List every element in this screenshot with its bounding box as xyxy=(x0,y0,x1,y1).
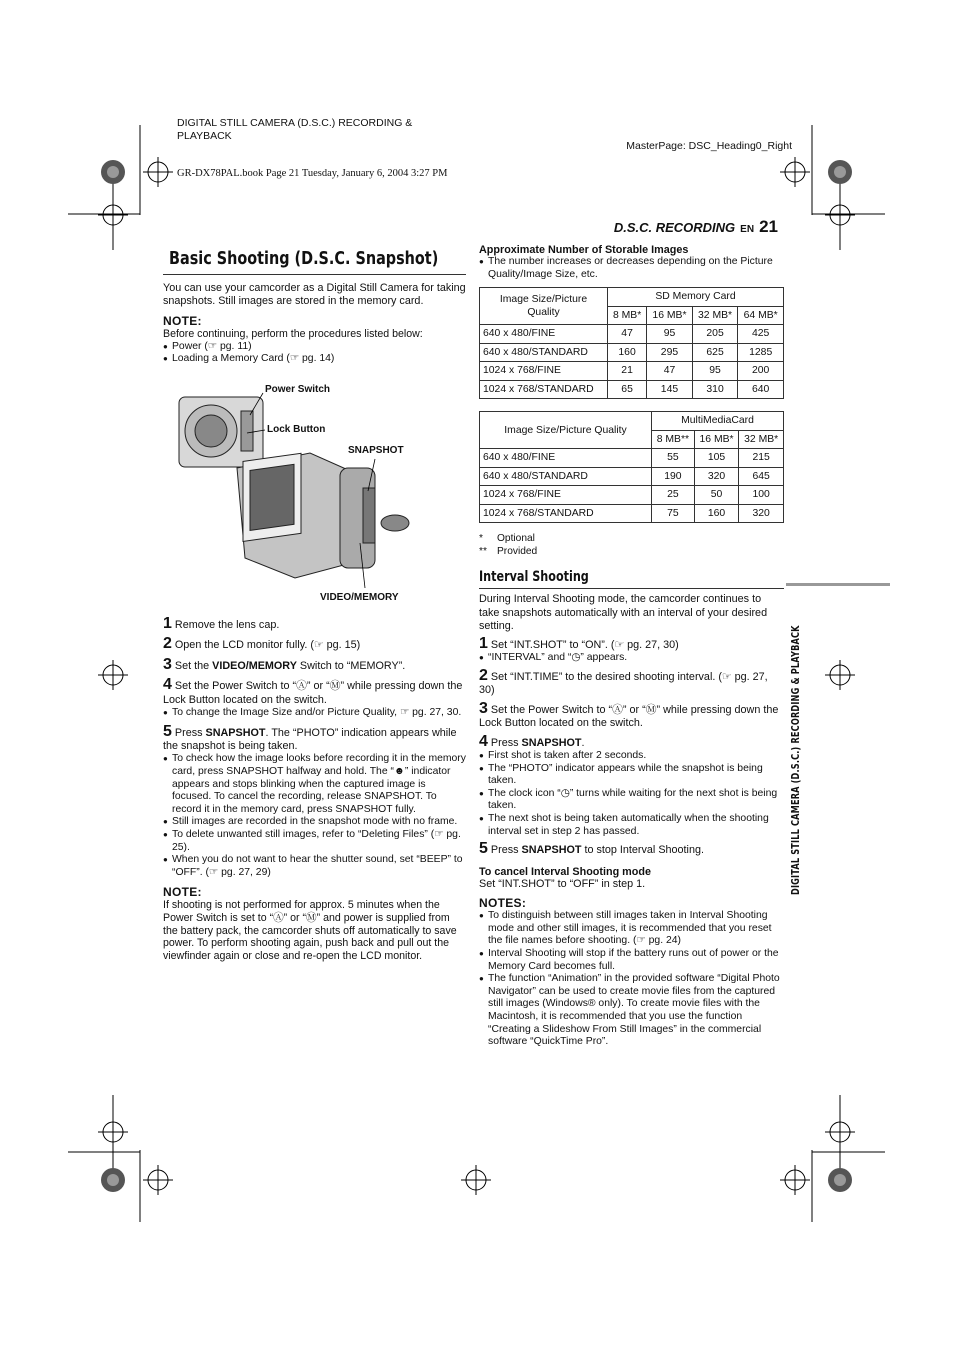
approx-bullet: ● The number increases or decreases depending on the Picture Quality/Image Size, etc. xyxy=(479,256,784,281)
crosshair xyxy=(98,200,128,230)
step-bullet: ● The clock icon “◷” turns while waiting for the next shot is being taken. xyxy=(479,788,784,813)
table-row xyxy=(480,449,784,468)
table-row xyxy=(480,504,784,523)
table-cell: 1024 x 768/FINE xyxy=(480,486,652,505)
crosshair xyxy=(825,1117,855,1147)
crosshair xyxy=(780,1165,810,1195)
left-column xyxy=(163,245,466,366)
crosshair xyxy=(825,200,855,230)
left-steps xyxy=(163,617,466,962)
table-cell: 640 x 480/FINE xyxy=(480,325,608,344)
step-text: Set the Power Switch to “Ⓐ” or “Ⓜ” while pressing down the Lock Button located on the switch. xyxy=(163,680,463,706)
footnotes xyxy=(479,533,784,558)
table-cell: 320 xyxy=(739,504,784,523)
footnote-text: Provided xyxy=(497,545,538,557)
table-col-header: 8 MB* xyxy=(608,306,647,325)
step-text: . xyxy=(581,736,585,749)
table-cell: 160 xyxy=(608,343,647,362)
lang-code: EN xyxy=(740,224,755,235)
step-bullet: ● First shot is taken after 2 seconds. xyxy=(479,750,784,763)
step-4: 4 Set the Power Switch to “Ⓐ” or “Ⓜ” while pressing down the Lock Button located on the switch. xyxy=(163,676,463,706)
crosshair xyxy=(825,660,855,690)
step-bullet: ● To delete unwanted still images, refer to “Deleting Files” (☞ pg. 25). xyxy=(163,829,466,854)
step-bold: SNAPSHOT xyxy=(205,726,266,739)
table-cell: 200 xyxy=(738,362,784,381)
table-cell: 190 xyxy=(652,467,695,486)
table-row xyxy=(480,467,784,486)
approx-heading: Approximate Number of Storable Images xyxy=(479,244,689,256)
interval-intro: During Interval Shooting mode, the camcorder continues to take snapshots automatically with an interval of your desired setting. xyxy=(479,593,768,632)
step-text: Press xyxy=(174,726,206,739)
int-step-3: 3 Set the Power Switch to “Ⓐ” or “Ⓜ” while pressing down the Lock Button located on the switch. xyxy=(479,699,779,730)
step-text: Set the Power Switch to “Ⓐ” or “Ⓜ” while pressing down the Lock Button located on the switch. xyxy=(479,703,779,730)
crosshair xyxy=(98,1117,128,1147)
table-col-header: 64 MB* xyxy=(738,306,784,325)
step-text: Set “INT.SHOT” to “ON”. (☞ pg. 27, 30) xyxy=(490,638,679,651)
table-cell: 310 xyxy=(692,380,738,399)
table-cell: 145 xyxy=(647,380,693,399)
table-col-header: 8 MB** xyxy=(652,430,695,449)
table-cell: 1024 x 768/STANDARD xyxy=(480,380,608,399)
step-text: Switch to “MEMORY”. xyxy=(296,659,406,672)
header-left-line1: DIGITAL STILL CAMERA (D.S.C.) RECORDING & xyxy=(177,117,413,129)
mmc-table xyxy=(479,411,784,523)
notes-heading: NOTES: xyxy=(479,896,527,911)
table-cell: 640 xyxy=(738,380,784,399)
sidebar-label: DIGITAL STILL CAMERA (D.S.C.) RECORDING & PLAYBACK xyxy=(790,625,802,895)
label-snapshot: SNAPSHOT xyxy=(348,445,404,456)
table-row xyxy=(480,362,784,381)
starburst xyxy=(101,160,125,184)
step-bullet: ● When you do not want to hear the shutter sound, set “BEEP” to “OFF”. (☞ pg. 27, 29) xyxy=(163,854,466,879)
table-header: Image Size/Picture Quality xyxy=(480,412,652,449)
note-bullet: ● Power (☞ pg. 11) xyxy=(163,341,466,354)
section-name: D.S.C. RECORDING xyxy=(613,220,736,235)
footnote-2 xyxy=(479,546,784,559)
step-2: 2 Open the LCD monitor fully. (☞ pg. 15) xyxy=(163,635,361,653)
table-cell: 160 xyxy=(694,504,739,523)
step-text: Set “INT.TIME” to the desired shooting interval. (☞ pg. 27, 30) xyxy=(479,670,768,697)
table-col-header: 16 MB* xyxy=(694,430,739,449)
header-right: MasterPage: DSC_Heading0_Right xyxy=(626,140,792,152)
table-cell: 205 xyxy=(692,325,738,344)
table-cell: 320 xyxy=(694,467,739,486)
starburst xyxy=(101,1168,125,1192)
step-bullet: ● The next shot is being taken automatically when the shooting interval set in step 2 has passed. xyxy=(479,813,784,838)
step-bullet: ● To check how the image looks before recording it in the memory card, press SNAPSHOT halfway and hold. The “☻” indicator appears and stops blinking when the captured image is focused. To cancel the recording, release SNAPSHOT. To record it in the memory card, press SNAPSHOT fully. xyxy=(163,753,466,816)
step-bold: SNAPSHOT xyxy=(521,844,582,857)
section-title-bar xyxy=(163,245,466,275)
table-cell: 95 xyxy=(692,362,738,381)
section-title: Basic Shooting (D.S.C. Snapshot) xyxy=(169,247,439,269)
page-number: 21 xyxy=(759,217,778,236)
footnote-mark: ** xyxy=(479,545,487,557)
int-step-1: 1 Set “INT.SHOT” to “ON”. (☞ pg. 27, 30) xyxy=(479,634,679,652)
table-cell: 75 xyxy=(652,504,695,523)
interval-heading: Interval Shooting xyxy=(479,569,589,586)
step-text: Press xyxy=(490,736,522,749)
table-cell: 640 x 480/STANDARD xyxy=(480,343,608,362)
cancel-text: Set “INT.SHOT” to “OFF” in step 1. xyxy=(479,877,646,890)
crosshair xyxy=(143,157,173,187)
header-left-line2: PLAYBACK xyxy=(177,130,232,142)
label-power-switch: Power Switch xyxy=(265,384,331,395)
camera-illustration xyxy=(175,383,445,608)
starburst xyxy=(828,1168,852,1192)
step-bold: SNAPSHOT xyxy=(521,736,582,749)
table-cell: 47 xyxy=(647,362,693,381)
step-3: 3 Set the VIDEO/MEMORY Switch to “MEMORY”. xyxy=(163,655,406,673)
table-cell: 215 xyxy=(739,449,784,468)
footnote-text: Optional xyxy=(497,533,535,545)
step-bold: VIDEO/MEMORY xyxy=(212,659,297,672)
table-header: MultiMediaCard xyxy=(652,412,784,431)
table-row xyxy=(480,325,784,344)
note-bullet: ● The function “Animation” in the provided software “Digital Photo Navigator” can be used to create movie files from the captured still images (Windows® only). To create movie files with the Macintosh, it is recommended that you use the function “Creating a Slideshow From Still Images” in the commercial software “QuickTime Pro”. xyxy=(479,973,784,1049)
table-cell: 1285 xyxy=(738,343,784,362)
table-cell: 21 xyxy=(608,362,647,381)
step-bullet: ● The “PHOTO” indicator appears while the snapshot is being taken. xyxy=(479,763,784,788)
table-cell: 100 xyxy=(739,486,784,505)
int-step-5: 5 Press SNAPSHOT to stop Interval Shooting. xyxy=(479,840,704,858)
header-left xyxy=(177,117,412,143)
step-text: Open the LCD monitor fully. (☞ pg. 15) xyxy=(174,639,361,652)
int-step-4: 4 Press SNAPSHOT. xyxy=(479,732,585,750)
crosshair xyxy=(780,157,810,187)
camcorder-drawing xyxy=(175,383,445,608)
step-text: Set the xyxy=(174,659,213,672)
table-col-header: 32 MB* xyxy=(739,430,784,449)
step-text: . The “PHOTO” indication appears while the snapshot is being taken. xyxy=(163,726,457,753)
starburst xyxy=(828,160,852,184)
intro-text: You can use your camcorder as a Digital Still Camera for taking snapshots. Still images are stored in the memory card. xyxy=(163,282,466,307)
table-row xyxy=(480,343,784,362)
table-cell: 640 x 480/STANDARD xyxy=(480,467,652,486)
table-cell: 1024 x 768/FINE xyxy=(480,362,608,381)
table-cell: 95 xyxy=(647,325,693,344)
step-1: 1 Remove the lens cap. xyxy=(163,615,280,632)
table-cell: 645 xyxy=(739,467,784,486)
sidebar-rule xyxy=(786,583,890,586)
sd-card-table xyxy=(479,287,784,399)
note-bullet: ● Loading a Memory Card (☞ pg. 14) xyxy=(163,353,466,366)
label-video-memory: VIDEO/MEMORY xyxy=(320,592,399,603)
note-text: Before continuing, perform the procedures listed below: xyxy=(163,328,423,340)
table-cell: 625 xyxy=(692,343,738,362)
step-text: Remove the lens cap. xyxy=(174,619,280,631)
step-bullet: ● “INTERVAL” and “◷” appears. xyxy=(479,652,784,665)
table-header: Image Size/Picture Quality xyxy=(480,288,608,325)
table-cell: 105 xyxy=(694,449,739,468)
label-lock-button: Lock Button xyxy=(267,424,326,435)
running-head xyxy=(614,217,778,237)
step-5: 5 Press SNAPSHOT. The “PHOTO” indication appears while the snapshot is being taken. xyxy=(163,722,457,753)
note-text: If shooting is not performed for approx. 5 minutes when the Power Switch is set to “Ⓐ” or “Ⓜ” and power is supplied from the battery pack, the camcorder shuts off automatically to save power. To perform shooting again, push back and pull out the viewfinder again or close and re-open the LCD monitor. xyxy=(163,899,457,962)
crosshair xyxy=(143,1165,173,1195)
footnote-mark: * xyxy=(479,533,483,545)
sidebar-tab xyxy=(784,595,812,900)
table-cell: 47 xyxy=(608,325,647,344)
table-cell: 425 xyxy=(738,325,784,344)
table-cell: 50 xyxy=(694,486,739,505)
table-col-header: 32 MB* xyxy=(692,306,738,325)
crosshair xyxy=(461,1165,491,1195)
note-bullet: ● Interval Shooting will stop if the battery runs out of power or the Memory Card becomes full. xyxy=(479,948,784,973)
cancel-heading: To cancel Interval Shooting mode xyxy=(479,865,651,878)
table-row xyxy=(480,380,784,399)
table-cell: 1024 x 768/STANDARD xyxy=(480,504,652,523)
table-cell: 640 x 480/FINE xyxy=(480,449,652,468)
footnote-1 xyxy=(479,533,784,546)
right-column xyxy=(479,244,784,1049)
step-bullet: ● Still images are recorded in the snapshot mode with no frame. xyxy=(163,816,466,829)
int-step-2: 2 Set “INT.TIME” to the desired shooting interval. (☞ pg. 27, 30) xyxy=(479,666,768,697)
note-heading: NOTE: xyxy=(163,314,202,328)
step-bullet: ● To change the Image Size and/or Picture Quality, ☞ pg. 27, 30. xyxy=(163,707,466,720)
note-heading: NOTE: xyxy=(163,885,202,900)
table-col-header: 16 MB* xyxy=(647,306,693,325)
table-row xyxy=(480,486,784,505)
note-bullet: ● To distinguish between still images taken in Interval Shooting mode and other still images, it is recommended that you reset the file names before shooting. (☞ pg. 24) xyxy=(479,910,784,948)
table-cell: 55 xyxy=(652,449,695,468)
table-header: SD Memory Card xyxy=(608,288,784,307)
book-info: GR-DX78PAL.book Page 21 Tuesday, January 6, 2004 3:27 PM xyxy=(177,168,448,179)
table-cell: 65 xyxy=(608,380,647,399)
table-cell: 295 xyxy=(647,343,693,362)
crosshair xyxy=(98,660,128,690)
table-cell: 25 xyxy=(652,486,695,505)
step-text: Press xyxy=(490,844,522,857)
step-text: to stop Interval Shooting. xyxy=(581,844,704,857)
